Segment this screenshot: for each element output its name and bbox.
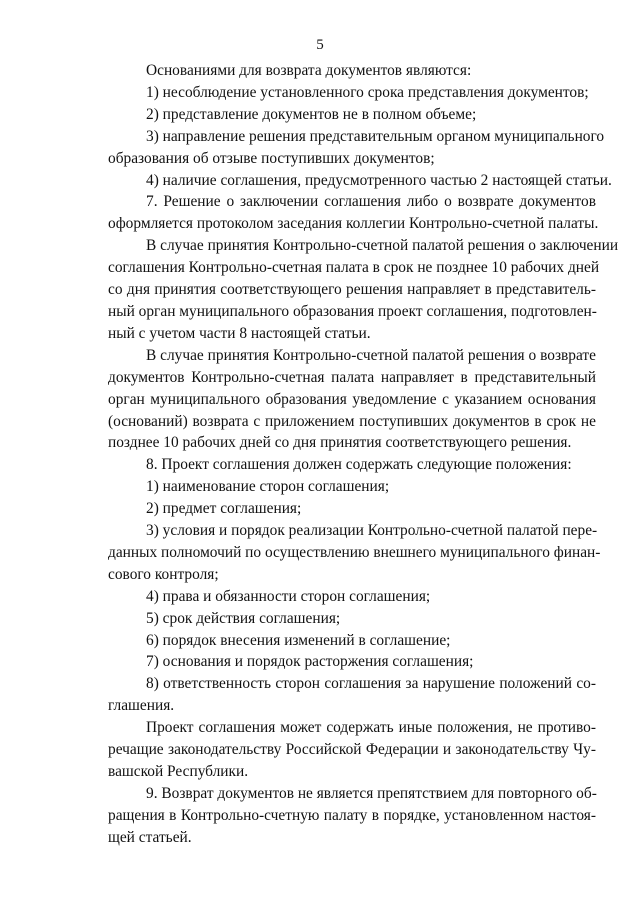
text-line: документов Контрольно-счетная палата направляет в представительный	[108, 368, 596, 386]
text-line: ный с учетом части 8 настоящей статьи.	[108, 324, 371, 342]
text-line: 7. Решение о заключении соглашения либо о возврате документов	[146, 193, 596, 211]
text-line: глашения.	[108, 697, 175, 715]
text-line: 3) направление решения представительным органом муниципального	[146, 127, 605, 145]
text-line: В случае принятия Контрольно-счетной палатой решения о возврате	[146, 346, 596, 364]
text-line: 4) наличие соглашения, предусмотренного частью 2 настоящей статьи.	[146, 171, 612, 189]
text-line: (оснований) возврата с приложением поступивших документов в срок не	[108, 412, 596, 430]
document-body	[108, 60, 619, 849]
text-line: Проект соглашения может содержать иные положения, не противо-	[146, 719, 596, 737]
text-line: Основаниями для возврата документов являются:	[146, 62, 472, 79]
paragraph-ground-4	[108, 170, 612, 192]
paragraph-ground-3	[108, 126, 605, 170]
text-line: ный орган муниципального образования проект соглашения, подготовлен-	[108, 302, 597, 320]
text-line: 8) ответственность сторон соглашения за нарушение положений со-	[146, 675, 596, 693]
text-line: вашской Республики.	[108, 763, 249, 780]
paragraph-provision-2	[108, 498, 596, 520]
paragraph-grounds-intro	[108, 60, 596, 82]
text-line: со дня принятия соответствующего решения направляет в представитель-	[108, 281, 596, 299]
paragraph-provision-6	[108, 630, 596, 652]
paragraph-item-8	[108, 454, 596, 476]
paragraph-conclusion-case	[108, 235, 619, 345]
text-line: орган муниципального образования уведомление с указанием основания	[108, 390, 596, 408]
text-line: 3) условия и порядок реализации Контрольно-счетной палатой пере-	[146, 522, 598, 540]
text-line: 2) представление документов не в полном объеме;	[146, 105, 477, 123]
paragraph-item-7	[108, 191, 599, 235]
text-line: 1) несоблюдение установленного срока представления документов;	[146, 83, 589, 101]
text-line: позднее 10 рабочих дней со дня принятия соответствующего решения.	[108, 434, 572, 452]
text-line: 5) срок действия соглашения;	[146, 609, 341, 627]
text-line: щей статьей.	[108, 828, 192, 846]
paragraph-provision-5	[108, 608, 596, 630]
paragraph-provision-1	[108, 476, 596, 498]
text-line: речащие законодательству Российской Федерации и законодательству Чу-	[108, 741, 596, 759]
text-line: сового контроля;	[108, 565, 219, 583]
text-line: данных полномочий по осуществлению внешнего муниципального финан-	[108, 543, 601, 561]
text-line: образования об отзыве поступивших документов;	[108, 149, 435, 167]
paragraph-provision-7	[108, 651, 596, 673]
text-line: 7) основания и порядок расторжения соглашения;	[146, 653, 474, 671]
text-line: 6) порядок внесения изменений в соглашение;	[146, 631, 451, 649]
text-line: В случае принятия Контрольно-счетной палатой решения о заключении	[146, 237, 619, 255]
text-line: 9. Возврат документов не является препятствием для повторного об-	[146, 784, 597, 802]
paragraph-ground-1	[108, 82, 596, 104]
text-line: 4) права и обязанности сторон соглашения;	[146, 587, 431, 605]
text-line: соглашения Контрольно-счетная палата в срок не позднее 10 рабочих дней	[108, 259, 600, 277]
text-line: 1) наименование сторон соглашения;	[146, 478, 390, 496]
paragraph-provision-8	[108, 673, 596, 717]
text-line: ращения в Контрольно-счетную палату в порядке, установленном настоя-	[108, 806, 596, 824]
page-number: 5	[316, 37, 324, 53]
paragraph-return-case	[108, 345, 596, 455]
paragraph-provision-3	[108, 520, 601, 586]
text-line: 2) предмет соглашения;	[146, 500, 302, 518]
paragraph-ground-2	[108, 104, 596, 126]
paragraph-item-9	[108, 783, 596, 849]
paragraph-other-provisions	[108, 717, 596, 783]
text-line: 8. Проект соглашения должен содержать следующие положения:	[146, 456, 572, 474]
text-line: оформляется протоколом заседания коллегии Контрольно-счетной палаты.	[108, 215, 599, 233]
paragraph-provision-4	[108, 586, 596, 608]
